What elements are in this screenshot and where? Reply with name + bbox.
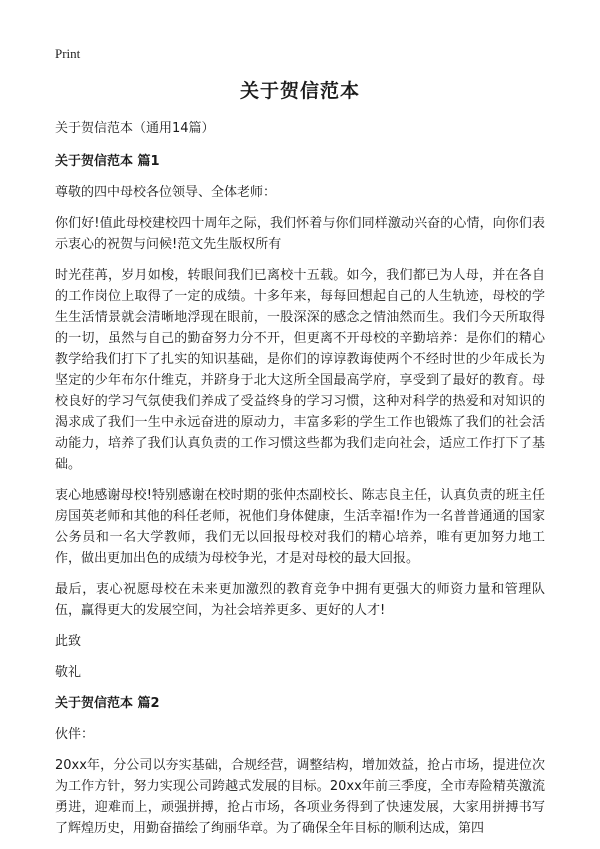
paragraph: 你们好!值此母校建校四十周年之际，我们怀着与你们同样激动兴奋的心情，向你们表示衷心的祝贺与问候!范文先生版权所有 [55,216,545,252]
section-heading: 关于贺信范本 篇2 [55,696,160,711]
salutation: 伙伴： [55,727,95,742]
paragraph: 20xx年，分公司以夯实基础，合规经营，调整结构，增加效益，抢占市场，提进位次为工作方针，努力实现公司跨越式发展的目标。20xx年前三季度，全市寿险精英激流勇进，迎难而上，顽强拼搏，抢占市场，各项业务得到了快速发展，大家用拼搏书写了辉煌历史，用勤奋描绘了绚丽华章。为了确保全年目标的顺利达成，第四 [55,758,545,836]
paragraph: 时光荏苒，岁月如梭，转眼间我们已离校十五载。如今，我们都已为人母，并在各自的工作岗位上取得了一定的成绩。十多年来，每每回想起自己的人生轨迹，母校的学生生活情景就会清晰地浮现在眼前，一股深深的感念之情油然而生。我们今天所取得的一切，虽然与自己的勤奋努力分不开，但更离不开母校的辛勤培养：是你们的精心教学给我们打下了扎实的知识基础，是你们的谆谆教诲使两个不经时世的少年成长为坚定的少年布尔什维克，并跻身于北大这所全国最高学府，享受到了最好的教育。母校良好的学习气氛使我们养成了受益终身的学习习惯，这种对科学的热爱和对知识的渴求成了我们一生中永远奋进的原动力，丰富多彩的学生工作也锻炼了我们的社会活动能力，培养了我们认真负责的工作习惯这些都为我们走向社会，适应工作打下了基础。 [55,268,545,472]
print-link[interactable]: Print [55,46,81,61]
paragraph: 最后，衷心祝愿母校在未来更加激烈的教育竞争中拥有更强大的师资力量和管理队伍，赢得更大的发展空间，为社会培养更多、更好的人才! [55,582,545,618]
closing-line: 敬礼 [55,665,82,680]
salutation: 尊敬的四中母校各位领导、全体老师： [55,185,277,200]
document-body [55,118,545,849]
closing-line: 此致 [55,634,82,649]
paragraph: 衷心地感谢母校!特别感谢在校时期的张仲杰副校长、陈志良主任，认真负责的班主任房国英老师和其他的科任老师，祝他们身体健康，生活幸福!作为一名普普通通的国家公务员和一名大学教师，我们无以回报母校对我们的精心培养，唯有更加努力地工作，做出更加出色的成绩为母校争光，才是对母校的最大回报。 [55,488,545,566]
section-heading: 关于贺信范本 篇1 [55,154,160,169]
document-subtitle: 关于贺信范本（通用14篇） [55,121,215,136]
page-title: 关于贺信范本 [239,80,360,102]
